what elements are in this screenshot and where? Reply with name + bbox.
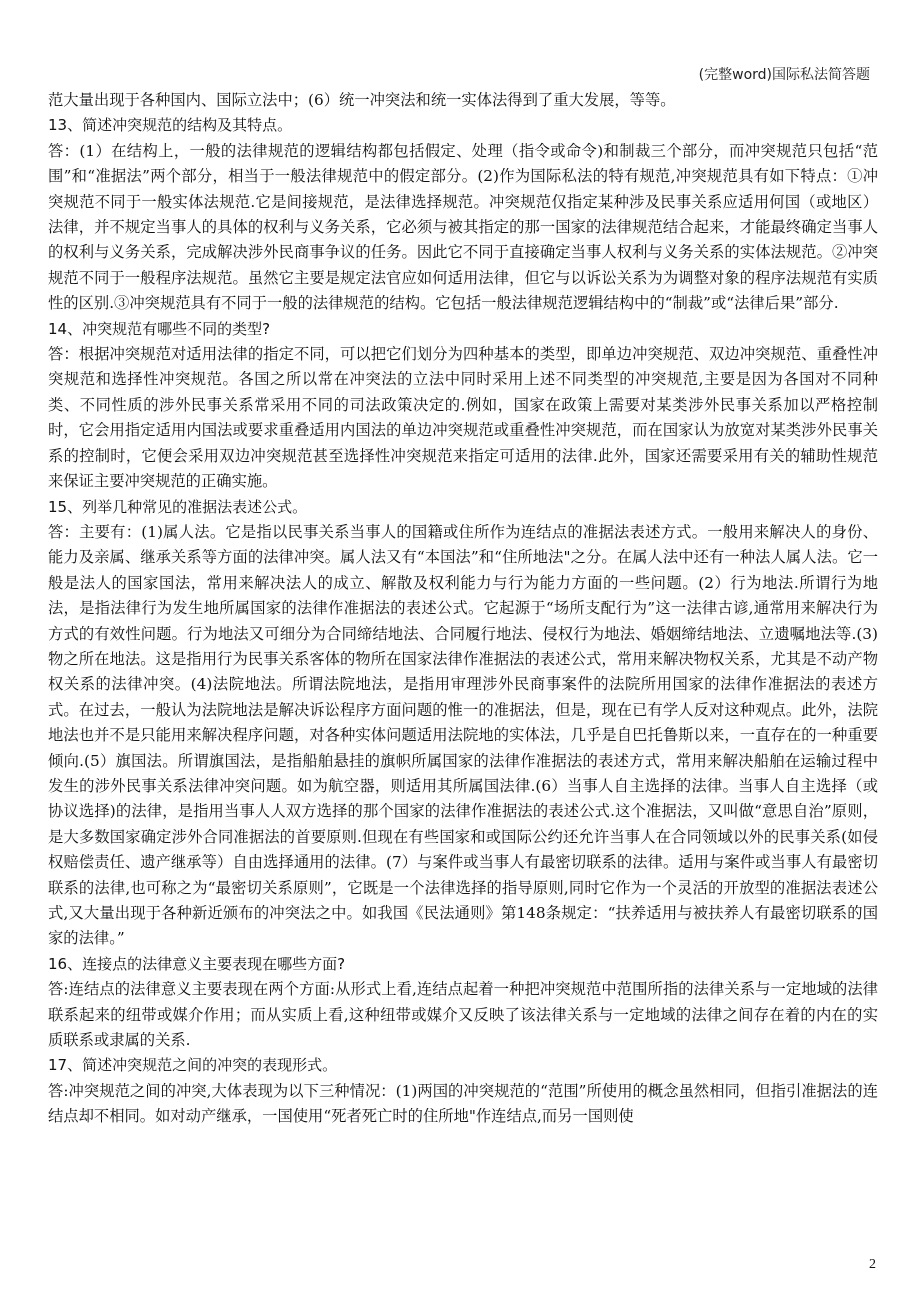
question-16: 16、连接点的法律意义主要表现在哪些方面?: [48, 954, 346, 973]
page-content: [48, 88, 878, 1130]
question-14: 14、冲突规范有哪些不同的类型?: [48, 319, 271, 338]
paragraph-continuation: 范大量出现于各种国内、国际立法中；(6）统一冲突法和统一实体法得到了重大发展，等等。: [48, 91, 676, 109]
answer-15: 答：主要有：(1)属人法。它是指以民事关系当事人的国籍或住所作为连结点的准据法表述方式。一般用来解决人的身份、能力及亲属、继承关系等方面的法律冲突。属人法又有“本国法”和“住所地法"之分。在属人法中还有一种法人属人法。它一般是法人的国家国法，常用来解决法人的成立、解散及权利能力与行为能力方面的一些问题。(2）行为地法.所谓行为地法，是指法律行为发生地所属国家的法律作准据法的表述公式。它起源于“场所支配行为”这一法律古谚,通常用来解决行为方式的有效性问题。行为地法又可细分为合同缔结地法、合同履行地法、侵权行为地法、婚姻缔结地法、立遗嘱地法等.(3)物之所在地法。这是指用行为民事关系客体的物所在国家法律作准据法的表述公式，常用来解决物权关系，尤其是不动产物权关系的法律冲突。(4)法院地法。所谓法院地法，是指用审理涉外民商事案件的法院所用国家的法律作准据法的表述方式。在过去，一般认为法院地法是解决诉讼程序方面问题的惟一的准据法，但是，现在已有学人反对这种观点。此外，法院地法也并不是只能用来解决程序问题，对各种实体问题适用法院地的实体法，几乎是自巴托鲁斯以来，一直存在的一种重要倾向.(5）旗国法。所谓旗国法，是指船舶悬挂的旗帜所属国家的法律作准据法的表述方式，常用来解决船舶在运输过程中发生的涉外民事关系法律冲突问题。如为航空器，则适用其所属国法律.(6）当事人自主选择的法律。当事人自主选择（或协议选择)的法律，是指用当事人人双方选择的那个国家的法律作准据法的表述公式.这个准据法，又叫做“意思自治”原则，是大多数国家确定涉外合同准据法的首要原则.但现在有些国家和或国际公约还允许当事人在合同领域以外的民事关系(如侵权赔偿责任、遗产继承等）自由选择通用的法律。(7）与案件或当事人有最密切联系的法律。适用与案件或当事人有最密切联系的法律,也可称之为“最密切关系原则”，它既是一个法律选择的指导原则,同时它作为一个灵活的开放型的准据法表述公式,又大量出现于各种新近颁布的冲突法之中。如我国《民法通则》第148条规定：“扶养适用与被扶养人有最密切联系的国家的法律。”: [48, 522, 878, 948]
question-13: 13、简述冲突规范的结构及其特点。: [48, 116, 293, 135]
answer-16: 答:连结点的法律意义主要表现在两个方面:从形式上看,连结点起着一种把冲突规范中范围所指的法律关系与一定地域的法律联系起来的纽带或媒介作用；而从实质上看,这种纽带或媒介又反映了该法律关系与一定地域的法律之间存在着的内在的实质联系或隶属的关系.: [48, 980, 878, 1050]
page-number: 2: [869, 1257, 876, 1272]
question-17: 17、简述冲突规范之间的冲突的表现形式。: [48, 1056, 338, 1075]
answer-14: 答：根据冲突规范对适用法律的指定不同，可以把它们划分为四种基本的类型，即单边冲突规范、双边冲突规范、重叠性冲突规范和选择性冲突规范。各国之所以常在冲突法的立法中同时采用上述不同类型的冲突规范,主要是因为各国对不同种类、不同性质的涉外民事关系常采用不同的司法政策决定的.例如，国家在政策上需要对某类涉外民事关系加以严格控制时，它会用指定适用内国法或要求重叠适用内国法的单边冲突规范或重叠性冲突规范，而在国家认为放宽对某类涉外民事关系的控制时，它便会采用双边冲突规范甚至选择性冲突规范来指定可适用的法律.此外，国家还需要采用有关的辅助性规范来保证主要冲突规范的正确实施。: [48, 345, 878, 491]
answer-17: 答:冲突规范之间的冲突,大体表现为以下三种情况：(1)两国的冲突规范的“范围”所使用的概念虽然相同，但指引准据法的连结点却不相同。如对动产继承，一国使用“死者死亡时的住所地"作连结点,而另一国则使: [48, 1081, 878, 1126]
page-header: (完整word)国际私法简答题: [698, 67, 870, 83]
answer-13: 答：(1）在结构上，一般的法律规范的逻辑结构都包括假定、处理（指令或命令)和制裁三个部分，而冲突规范只包括“范围”和“准据法”两个部分，相当于一般法律规范中的假定部分。(2)作为国际私法的特有规范,冲突规范具有如下特点：①冲突规范不同于一般实体法规范.它是间接规范，是法律选择规范。冲突规范仅指定某种涉及民事关系应适用何国（或地区）法律，并不规定当事人的具体的权利与义务关系，它必须与被其指定的那一国家的法律规范结合起来，才能最终确定当事人的权利与义务关系，完成解决涉外民商事争议的任务。因此它不同于直接确定当事人权利与义务关系的实体法规范。②冲突规范不同于一般程序法规范。虽然它主要是规定法官应如何适用法律，但它与以诉讼关系为为调整对象的程序法规范有实质性的区别.③冲突规范具有不同于一般的法律规范的结构。它包括一般法律规范逻辑结构中的“制裁”或“法律后果”部分.: [48, 141, 878, 313]
question-15: 15、列举几种常见的准据法表述公式。: [48, 497, 308, 516]
